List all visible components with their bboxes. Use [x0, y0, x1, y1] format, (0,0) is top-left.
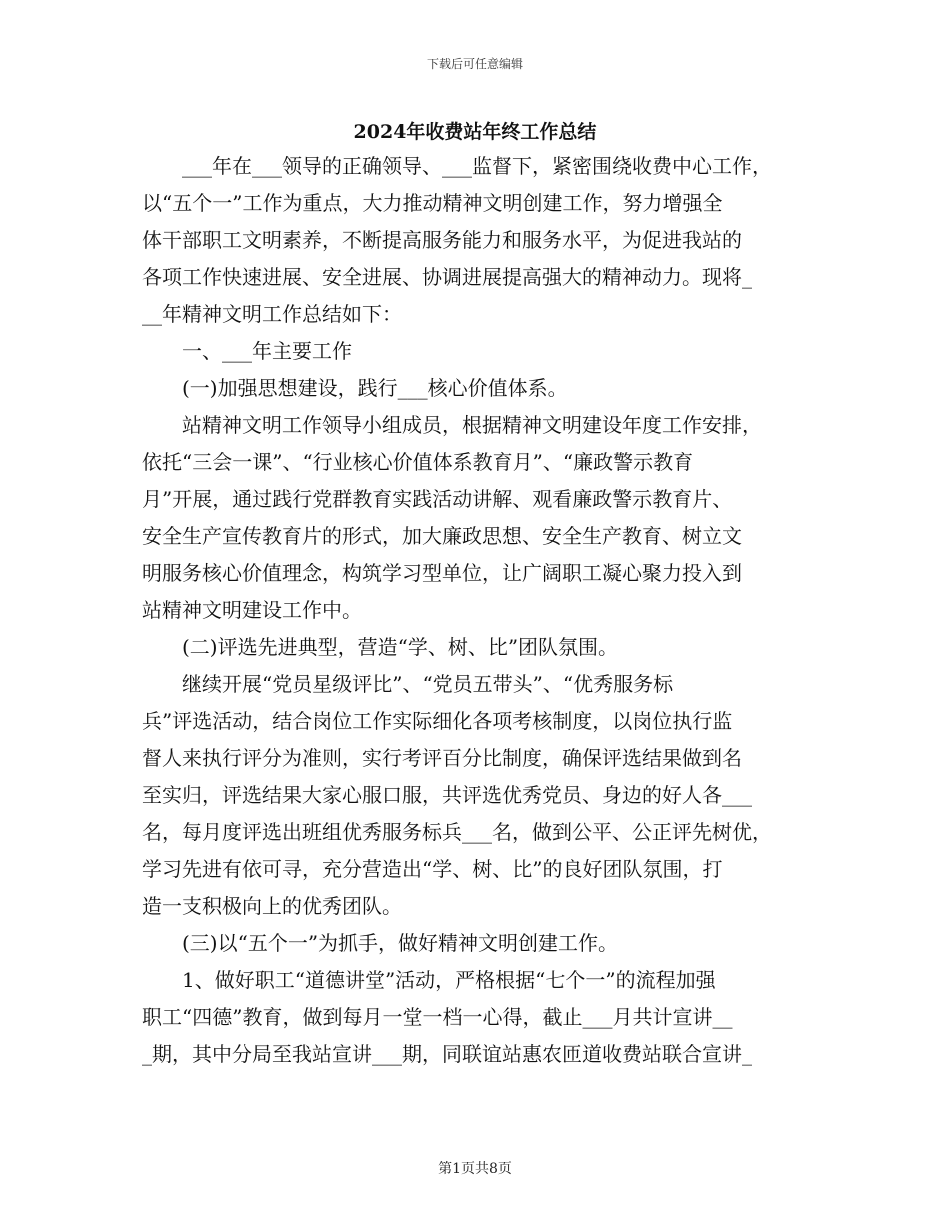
body-line: 月”开展，通过践行党群教育实践活动讲解、观看廉政警示教育片、 [142, 487, 733, 511]
section-heading: 一、___年主要工作 [142, 339, 352, 363]
body-line: __年精神文明工作总结如下： [142, 302, 402, 326]
body-line: 至实归，评选结果大家心服口服，共评选优秀党员、身边的好人各___ [142, 783, 752, 807]
body-line: 依托“三会一课”、“行业核心价值体系教育月”、“廉政警示教育 [142, 450, 694, 474]
body-line: 站精神文明建设工作中。 [142, 598, 362, 622]
body-line: _期，其中分局至我站宣讲___期，同联谊站惠农匝道收费站联合宣讲_ [142, 1042, 752, 1066]
body-line: 各项工作快速进展、安全进展、协调进展提高强大的精神动力。现将_ [142, 265, 752, 289]
subsection-heading: (一)加强思想建设，践行___核心价值体系。 [142, 376, 568, 400]
page-footer: 第1页共8页 [438, 1161, 512, 1177]
body-line: 站精神文明工作领导小组成员，根据精神文明建设年度工作安排， [142, 413, 762, 437]
body-line: 兵”评选活动，结合岗位工作实际细化各项考核制度，以岗位执行监 [142, 709, 733, 733]
body-line: 1、做好职工“道德讲堂”活动，严格根据“七个一”的流程加强 [142, 968, 716, 992]
body-line: 造一支积极向上的优秀团队。 [142, 894, 402, 918]
document-title: 2024年收费站年终工作总结 [353, 121, 597, 143]
body-line: 安全生产宣传教育片的形式，加大廉政思想、安全生产教育、树立文 [142, 524, 742, 548]
body-line: 继续开展“党员星级评比”、“党员五带头”、“优秀服务标 [142, 672, 674, 696]
subsection-heading: (三)以“五个一”为抓手，做好精神文明创建工作。 [142, 931, 619, 955]
subsection-heading: (二)评选先进典型，营造“学、树、比”团队氛围。 [142, 635, 619, 659]
body-line: ___年在___领导的正确领导、___监督下，紧密围绕收费中心工作， [142, 154, 772, 178]
body-line: 名，每月度评选出班组优秀服务标兵___名，做到公平、公正评先树优， [142, 820, 772, 844]
body-line: 学习先进有依可寻，充分营造出“学、树、比”的良好团队氛围，打 [142, 857, 723, 881]
body-line: 明服务核心价值理念，构筑学习型单位，让广阔职工凝心聚力投入到 [142, 561, 742, 585]
body-line: 以“五个一”工作为重点，大力推动精神文明创建工作，努力增强全 [142, 191, 723, 215]
page-header: 下载后可任意编辑 [426, 57, 523, 71]
body-line: 体干部职工文明素养，不断提高服务能力和服务水平，为促进我站的 [142, 228, 742, 252]
document-body [142, 148, 822, 1073]
body-line: 职工“四德”教育，做到每月一堂一档一心得，截止___月共计宣讲__ [142, 1005, 733, 1029]
body-line: 督人来执行评分为准则，实行考评百分比制度，确保评选结果做到名 [142, 746, 742, 770]
